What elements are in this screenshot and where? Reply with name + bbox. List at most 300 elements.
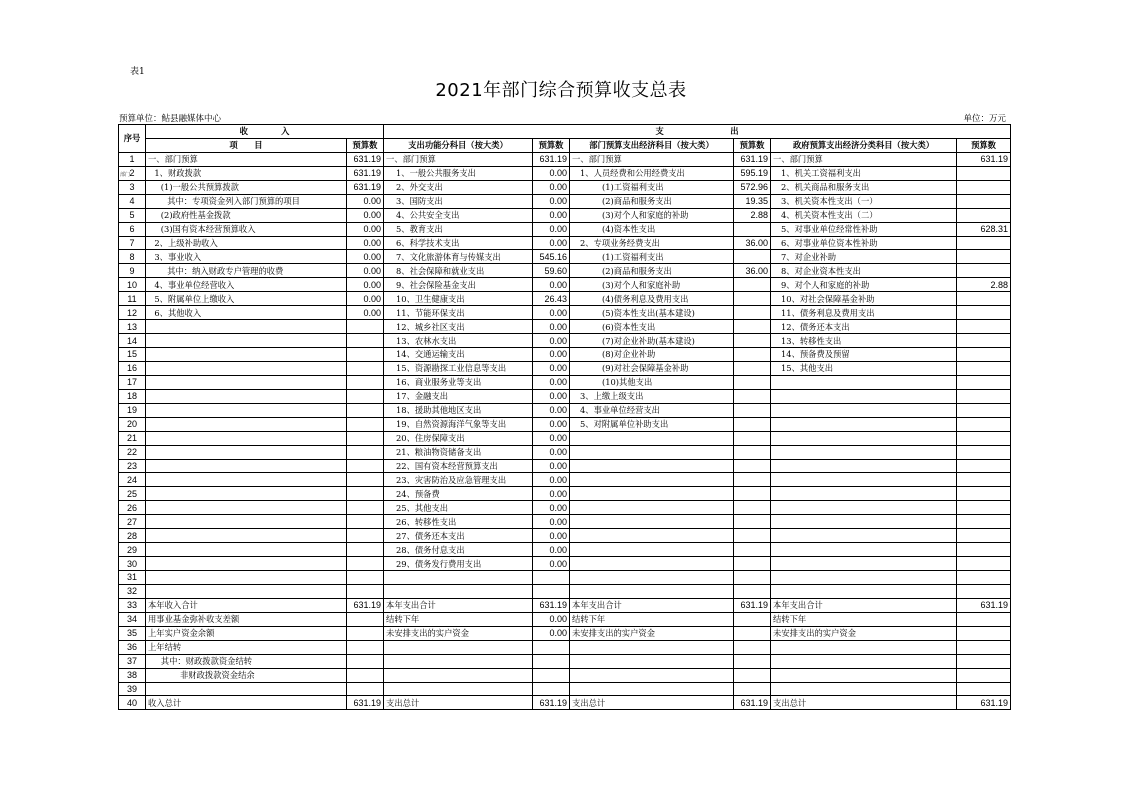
func-item: 24、预备费: [384, 487, 533, 501]
income-item: 6、其他收入: [146, 306, 347, 320]
income-item: 5、附属单位上缴收入: [146, 292, 347, 306]
budget-value: 0.00: [533, 626, 570, 640]
budget-value: [957, 348, 1011, 362]
table-row: [119, 529, 1011, 543]
dept-econ-item: [570, 557, 734, 571]
budget-value: [957, 180, 1011, 194]
budget-value: [533, 584, 570, 598]
func-item: 本年支出合计: [384, 598, 533, 612]
budget-value: [734, 431, 771, 445]
gov-econ-item: [771, 571, 957, 585]
budget-value: [957, 306, 1011, 320]
gov-econ-item: [771, 487, 957, 501]
dept-econ-item: (4)资本性支出: [570, 222, 734, 236]
budget-value: 0.00: [533, 445, 570, 459]
row-seq: 22: [119, 445, 146, 459]
row-seq: 16: [119, 361, 146, 375]
budget-summary-table: [118, 124, 1011, 710]
dept-econ-item: (4)债务利息及费用支出: [570, 292, 734, 306]
table-row: [119, 654, 1011, 668]
budget-value: [957, 529, 1011, 543]
budget-value: [347, 515, 384, 529]
table-row: [119, 403, 1011, 417]
budget-value: 0.00: [347, 194, 384, 208]
dept-econ-item: 一、部门预算: [570, 152, 734, 166]
budget-value: [533, 571, 570, 585]
income-item: [146, 431, 347, 445]
budget-value: 0.00: [533, 361, 570, 375]
budget-value: [957, 361, 1011, 375]
dept-econ-item: [570, 459, 734, 473]
budget-value: 631.19: [957, 598, 1011, 612]
row-seq: 34: [119, 612, 146, 626]
func-item: [384, 640, 533, 654]
gov-econ-item: 11、债务利息及费用支出: [771, 306, 957, 320]
budget-value: 572.96: [734, 180, 771, 194]
budget-value: [957, 389, 1011, 403]
table-row: [119, 682, 1011, 696]
budget-value: 631.19: [957, 696, 1011, 710]
gov-econ-item: 3、机关资本性支出（一）: [771, 194, 957, 208]
budget-value: [734, 584, 771, 598]
row-seq: 9: [119, 264, 146, 278]
gov-econ-item: [771, 654, 957, 668]
income-item: [146, 543, 347, 557]
budget-value: [347, 348, 384, 362]
budget-value: 0.00: [533, 306, 570, 320]
table-row: [119, 543, 1011, 557]
row-seq: 7: [119, 236, 146, 250]
budget-value: [957, 431, 1011, 445]
budget-value: [734, 417, 771, 431]
gov-econ-item: 1、机关工资福利支出: [771, 166, 957, 180]
budget-value: 631.19: [347, 598, 384, 612]
budget-value: 0.00: [533, 334, 570, 348]
table-row: [119, 389, 1011, 403]
row-seq: 29: [119, 543, 146, 557]
budget-value: [957, 334, 1011, 348]
budget-value: 0.00: [347, 292, 384, 306]
budget-value: 0.00: [533, 389, 570, 403]
func-item: 10、卫生健康支出: [384, 292, 533, 306]
budget-value: [957, 375, 1011, 389]
gov-econ-item: [771, 557, 957, 571]
row-seq: 27: [119, 515, 146, 529]
dept-econ-item: (8)对企业补助: [570, 348, 734, 362]
func-item: 12、城乡社区支出: [384, 320, 533, 334]
budget-value: [347, 654, 384, 668]
income-item: [146, 682, 347, 696]
budget-value: [734, 445, 771, 459]
dept-econ-item: [570, 654, 734, 668]
budget-value: 0.00: [533, 529, 570, 543]
header-income-group: 收 入: [146, 125, 384, 139]
row-seq: 8: [119, 250, 146, 264]
gov-econ-item: 14、预备费及预留: [771, 348, 957, 362]
row-seq: 10: [119, 278, 146, 292]
income-item: 4、事业单位经营收入: [146, 278, 347, 292]
gov-econ-item: 8、对企业资本性支出: [771, 264, 957, 278]
gov-econ-item: [771, 473, 957, 487]
budget-value: 0.00: [533, 501, 570, 515]
budget-value: [347, 626, 384, 640]
header-item: 项 目: [146, 138, 347, 152]
row-seq: 32: [119, 584, 146, 598]
gov-econ-item: 2、机关商品和服务支出: [771, 180, 957, 194]
dept-econ-item: 未安排支出的实户资金: [570, 626, 734, 640]
budget-value: [957, 403, 1011, 417]
row-seq: 37: [119, 654, 146, 668]
gov-econ-item: 6、对事业单位资本性补助: [771, 236, 957, 250]
budget-value: 0.00: [347, 278, 384, 292]
table-row: [119, 152, 1011, 166]
table-row: [119, 598, 1011, 612]
budget-value: 0.00: [533, 515, 570, 529]
budget-value: [957, 640, 1011, 654]
row-seq: 25: [119, 487, 146, 501]
row-note: 部门: [120, 171, 131, 178]
budget-value: [734, 403, 771, 417]
table-row: [119, 292, 1011, 306]
budget-value: [734, 515, 771, 529]
table-row: [119, 194, 1011, 208]
table-row: [119, 250, 1011, 264]
income-item: [146, 348, 347, 362]
func-item: 2、外交支出: [384, 180, 533, 194]
income-item: 上年结转: [146, 640, 347, 654]
dept-econ-item: 3、上缴上级支出: [570, 389, 734, 403]
dept-econ-item: [570, 640, 734, 654]
dept-econ-item: (1)工资福利支出: [570, 180, 734, 194]
income-item: [146, 320, 347, 334]
row-seq: 15: [119, 348, 146, 362]
budget-value: [734, 529, 771, 543]
func-item: 21、粮油物资储备支出: [384, 445, 533, 459]
income-item: 1、财政拨款: [146, 166, 347, 180]
budget-value: [957, 557, 1011, 571]
budget-value: 0.00: [533, 417, 570, 431]
budget-value: 631.19: [957, 152, 1011, 166]
budget-value: 0.00: [347, 222, 384, 236]
budget-value: [734, 501, 771, 515]
budget-value: [533, 682, 570, 696]
budget-value: 2.88: [957, 278, 1011, 292]
budget-value: 631.19: [734, 598, 771, 612]
dept-econ-item: (6)资本性支出: [570, 320, 734, 334]
gov-econ-item: 支出总计: [771, 696, 957, 710]
budget-value: [734, 292, 771, 306]
func-item: 15、资源勘探工业信息等支出: [384, 361, 533, 375]
dept-econ-item: (3)对个人和家庭补助: [570, 278, 734, 292]
row-seq: 2 部门: [119, 166, 146, 180]
budget-value: 631.19: [347, 696, 384, 710]
row-seq: 31: [119, 571, 146, 585]
func-item: [384, 571, 533, 585]
budget-value: [347, 320, 384, 334]
budget-value: 0.00: [533, 487, 570, 501]
header-budget-2: 预算数: [533, 138, 570, 152]
table-row: [119, 348, 1011, 362]
budget-value: 0.00: [347, 264, 384, 278]
table-row: [119, 417, 1011, 431]
func-item: 26、转移性支出: [384, 515, 533, 529]
func-item: 23、灾害防治及应急管理支出: [384, 473, 533, 487]
budget-value: 0.00: [533, 194, 570, 208]
income-item: 非财政拨款资金结余: [146, 668, 347, 682]
budget-value: [347, 529, 384, 543]
income-item: [146, 417, 347, 431]
budget-value: 631.19: [347, 180, 384, 194]
gov-econ-item: [771, 529, 957, 543]
income-item: 一、部门预算: [146, 152, 347, 166]
table-row: [119, 668, 1011, 682]
budget-value: [957, 501, 1011, 515]
income-item: 本年收入合计: [146, 598, 347, 612]
func-item: 4、公共安全支出: [384, 208, 533, 222]
row-seq: 39: [119, 682, 146, 696]
budget-value: 631.19: [533, 152, 570, 166]
budget-value: [957, 571, 1011, 585]
budget-value: [734, 320, 771, 334]
table-row: [119, 515, 1011, 529]
dept-econ-item: 1、人员经费和公用经费支出: [570, 166, 734, 180]
currency-unit-label: 单位：万元: [963, 114, 1006, 124]
func-item: [384, 584, 533, 598]
budget-value: 545.16: [533, 250, 570, 264]
row-seq: 40: [119, 696, 146, 710]
gov-econ-item: [771, 668, 957, 682]
budget-value: 631.19: [347, 152, 384, 166]
dept-econ-item: (2)商品和服务支出: [570, 264, 734, 278]
gov-econ-item: 9、对个人和家庭的补助: [771, 278, 957, 292]
budget-value: [957, 320, 1011, 334]
dept-econ-item: (10)其他支出: [570, 375, 734, 389]
budget-value: 0.00: [533, 431, 570, 445]
dept-econ-item: 2、专项业务经费支出: [570, 236, 734, 250]
gov-econ-item: [771, 640, 957, 654]
func-item: 27、债务还本支出: [384, 529, 533, 543]
income-item: [146, 459, 347, 473]
budget-value: 0.00: [347, 306, 384, 320]
budget-value: [347, 334, 384, 348]
dept-econ-item: [570, 515, 734, 529]
dept-econ-item: [570, 584, 734, 598]
budget-value: [347, 543, 384, 557]
budget-value: 0.00: [533, 459, 570, 473]
table-row: [119, 166, 1011, 180]
func-item: 支出总计: [384, 696, 533, 710]
row-seq: 28: [119, 529, 146, 543]
budget-value: [957, 626, 1011, 640]
income-item: [146, 445, 347, 459]
budget-value: [734, 682, 771, 696]
income-item: 2、上级补助收入: [146, 236, 347, 250]
gov-econ-item: 4、机关资本性支出（二）: [771, 208, 957, 222]
income-item: [146, 473, 347, 487]
budget-value: [957, 515, 1011, 529]
budget-unit-label: 预算单位：鲇县融媒体中心: [119, 114, 222, 124]
func-item: 一、部门预算: [384, 152, 533, 166]
budget-value: [734, 557, 771, 571]
dept-econ-item: [570, 473, 734, 487]
budget-value: 36.00: [734, 264, 771, 278]
dept-econ-item: (5)资本性支出(基本建设): [570, 306, 734, 320]
budget-value: [347, 361, 384, 375]
income-item: 上年实户资金余额: [146, 626, 347, 640]
income-item: (2)政府性基金拨款: [146, 208, 347, 222]
budget-value: [957, 236, 1011, 250]
table-row: [119, 236, 1011, 250]
gov-econ-item: 12、债务还本支出: [771, 320, 957, 334]
budget-value: [957, 417, 1011, 431]
dept-econ-item: 5、对附属单位补助支出: [570, 417, 734, 431]
table-row: [119, 557, 1011, 571]
table-row: [119, 375, 1011, 389]
dept-econ-item: [570, 529, 734, 543]
row-seq: 19: [119, 403, 146, 417]
budget-value: [734, 222, 771, 236]
budget-value: [957, 487, 1011, 501]
table-row: [119, 264, 1011, 278]
budget-value: 19.35: [734, 194, 771, 208]
row-seq: 13: [119, 320, 146, 334]
budget-value: [734, 389, 771, 403]
dept-econ-item: [570, 431, 734, 445]
budget-value: [734, 668, 771, 682]
budget-value: [957, 668, 1011, 682]
func-item: 7、文化旅游体育与传媒支出: [384, 250, 533, 264]
table-number-tag: 表1: [130, 67, 145, 77]
budget-value: [533, 640, 570, 654]
budget-value: 0.00: [533, 612, 570, 626]
income-item: 其中：财政拨款资金结转: [146, 654, 347, 668]
budget-value: [957, 250, 1011, 264]
budget-value: 26.43: [533, 292, 570, 306]
budget-value: [734, 612, 771, 626]
dept-econ-item: (7)对企业补助(基本建设): [570, 334, 734, 348]
budget-value: [347, 403, 384, 417]
budget-value: [957, 264, 1011, 278]
budget-value: 0.00: [533, 375, 570, 389]
dept-econ-item: [570, 543, 734, 557]
income-item: 用事业基金弥补收支差额: [146, 612, 347, 626]
income-item: [146, 361, 347, 375]
row-seq: 11: [119, 292, 146, 306]
budget-value: [347, 501, 384, 515]
budget-value: [734, 250, 771, 264]
func-item: 13、农林水支出: [384, 334, 533, 348]
header-row-columns: [119, 138, 1011, 152]
budget-value: [347, 584, 384, 598]
budget-value: [347, 375, 384, 389]
budget-value: 631.19: [533, 598, 570, 612]
budget-value: [734, 334, 771, 348]
dept-econ-item: 4、事业单位经营支出: [570, 403, 734, 417]
dept-econ-item: [570, 487, 734, 501]
budget-value: 0.00: [347, 250, 384, 264]
row-seq: 24: [119, 473, 146, 487]
budget-value: 0.00: [533, 208, 570, 222]
table-row: [119, 445, 1011, 459]
budget-value: [533, 668, 570, 682]
budget-value: 36.00: [734, 236, 771, 250]
func-item: 16、商业服务业等支出: [384, 375, 533, 389]
income-item: [146, 334, 347, 348]
func-item: 1、一般公共服务支出: [384, 166, 533, 180]
budget-value: [347, 473, 384, 487]
budget-value: 0.00: [533, 557, 570, 571]
func-item: 9、社会保险基金支出: [384, 278, 533, 292]
dept-econ-item: [570, 501, 734, 515]
gov-econ-item: [771, 375, 957, 389]
func-item: 结转下年: [384, 612, 533, 626]
header-budget-4: 预算数: [957, 138, 1011, 152]
income-item: [146, 584, 347, 598]
budget-value: [533, 654, 570, 668]
budget-value: [734, 361, 771, 375]
row-seq: 3: [119, 180, 146, 194]
func-item: [384, 682, 533, 696]
func-item: 28、债务付息支出: [384, 543, 533, 557]
budget-value: [957, 459, 1011, 473]
row-seq: 20: [119, 417, 146, 431]
gov-econ-item: 本年支出合计: [771, 598, 957, 612]
func-item: 11、节能环保支出: [384, 306, 533, 320]
budget-value: [957, 194, 1011, 208]
row-seq: 33: [119, 598, 146, 612]
func-item: 14、交通运输支出: [384, 348, 533, 362]
budget-value: [957, 612, 1011, 626]
table-row: [119, 306, 1011, 320]
income-item: [146, 403, 347, 417]
table-row: [119, 501, 1011, 515]
budget-value: [734, 306, 771, 320]
func-item: 25、其他支出: [384, 501, 533, 515]
table-row: [119, 334, 1011, 348]
gov-econ-item: 结转下年: [771, 612, 957, 626]
table-row: [119, 584, 1011, 598]
row-seq: 26: [119, 501, 146, 515]
gov-econ-item: [771, 445, 957, 459]
gov-econ-item: [771, 431, 957, 445]
row-seq: 21: [119, 431, 146, 445]
header-row-group: [119, 125, 1011, 139]
income-item: 收入总计: [146, 696, 347, 710]
income-item: [146, 515, 347, 529]
header-dept-econ: 部门预算支出经济科目（按大类）: [570, 138, 734, 152]
budget-value: [957, 654, 1011, 668]
table-row: [119, 222, 1011, 236]
page-title: 2021年部门综合预算收支总表: [435, 80, 687, 101]
budget-value: [734, 375, 771, 389]
budget-value: [734, 487, 771, 501]
header-budget-3: 预算数: [734, 138, 771, 152]
dept-econ-item: [570, 682, 734, 696]
budget-value: [347, 389, 384, 403]
gov-econ-item: [771, 403, 957, 417]
income-item: (1)一般公共预算拨款: [146, 180, 347, 194]
dept-econ-item: [570, 668, 734, 682]
budget-value: [347, 612, 384, 626]
func-item: 未安排支出的实户资金: [384, 626, 533, 640]
budget-value: [957, 208, 1011, 222]
header-budget-1: 预算数: [347, 138, 384, 152]
budget-value: 0.00: [533, 543, 570, 557]
func-item: 29、债务发行费用支出: [384, 557, 533, 571]
budget-value: [347, 571, 384, 585]
row-seq: 18: [119, 389, 146, 403]
budget-value: [957, 473, 1011, 487]
